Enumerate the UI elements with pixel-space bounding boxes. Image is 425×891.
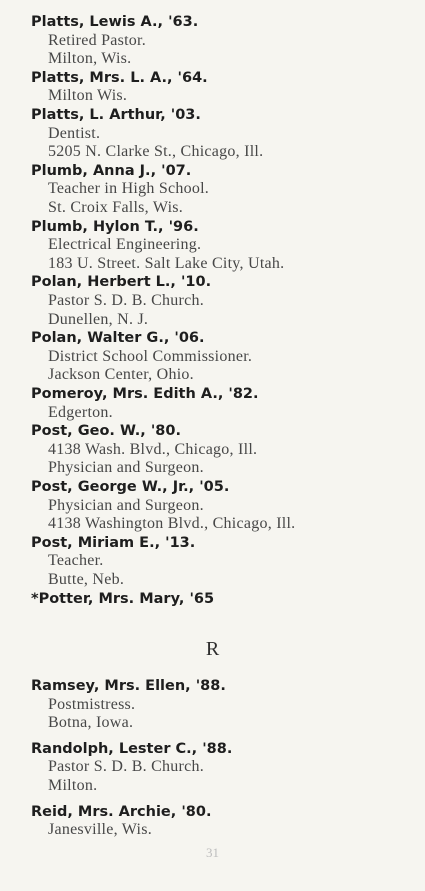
entry-name: Plumb, Anna J., '07. bbox=[31, 162, 192, 179]
entry-detail: 4138 Wash. Blvd., Chicago, Ill. bbox=[48, 440, 258, 458]
entry-detail: 183 U. Street. Salt Lake City, Utah. bbox=[48, 254, 285, 272]
entry-name: Post, Geo. W., '80. bbox=[31, 423, 181, 440]
entry-name: Polan, Walter G., '06. bbox=[31, 330, 205, 347]
entry-detail: 5205 N. Clarke St., Chicago, Ill. bbox=[48, 143, 264, 161]
entry-name: Pomeroy, Mrs. Edith A., '82. bbox=[31, 386, 259, 402]
entry-detail: Jackson Center, Ohio. bbox=[48, 366, 194, 384]
entry-detail: Dentist. bbox=[48, 124, 101, 142]
entry-detail: Edgerton. bbox=[48, 403, 113, 421]
entry-detail: Butte, Neb. bbox=[48, 571, 125, 588]
entry-detail: Physician and Surgeon. bbox=[48, 459, 204, 477]
entry-name: Polan, Herbert L., '10. bbox=[31, 274, 212, 291]
entry-name: Randolph, Lester C., '88. bbox=[31, 740, 233, 757]
page-number: 31 bbox=[206, 845, 219, 860]
section-letter: R bbox=[205, 638, 220, 660]
entry-name: Ramsey, Mrs. Ellen, '88. bbox=[31, 678, 226, 694]
entry-detail: Postmistress. bbox=[48, 695, 136, 713]
entry-detail: Dunellen, N. J. bbox=[48, 310, 149, 328]
entry-name: Post, Miriam E., '13. bbox=[31, 534, 196, 551]
entry-detail: Milton. bbox=[48, 777, 98, 794]
entry-detail: Janesville, Wis. bbox=[48, 821, 152, 839]
entry-detail: Electrical Engineering. bbox=[48, 236, 202, 254]
entry-detail: 4138 Washington Blvd., Chicago, Ill. bbox=[48, 515, 296, 533]
entry-detail: Pastor S. D. B. Church. bbox=[48, 758, 204, 776]
entry-name: Reid, Mrs. Archie, '80. bbox=[31, 803, 212, 820]
entry-detail: District School Commissioner. bbox=[48, 347, 253, 365]
entry-detail: Physician and Surgeon. bbox=[48, 496, 204, 514]
entry-detail: Teacher in High School. bbox=[48, 180, 210, 198]
entry-name: Platts, Mrs. L. A., '64. bbox=[31, 69, 208, 86]
entry-detail: Botna, Iowa. bbox=[48, 714, 134, 732]
entry-name: *Potter, Mrs. Mary, '65 bbox=[31, 590, 215, 607]
entry-detail: Milton Wis. bbox=[48, 87, 128, 105]
entry-name: Platts, Lewis A., '63. bbox=[31, 14, 199, 30]
entry-detail: Pastor S. D. B. Church. bbox=[48, 292, 204, 309]
entry-detail: Milton, Wis. bbox=[48, 50, 132, 68]
entry-detail: Retired Pastor. bbox=[48, 31, 146, 49]
entry-detail: St. Croix Falls, Wis. bbox=[48, 199, 183, 216]
entry-name: Platts, L. Arthur, '03. bbox=[31, 107, 201, 123]
entry-name: Plumb, Hylon T., '96. bbox=[31, 218, 199, 235]
entry-detail: Teacher. bbox=[48, 552, 104, 570]
entry-name: Post, George W., Jr., '05. bbox=[31, 479, 230, 495]
